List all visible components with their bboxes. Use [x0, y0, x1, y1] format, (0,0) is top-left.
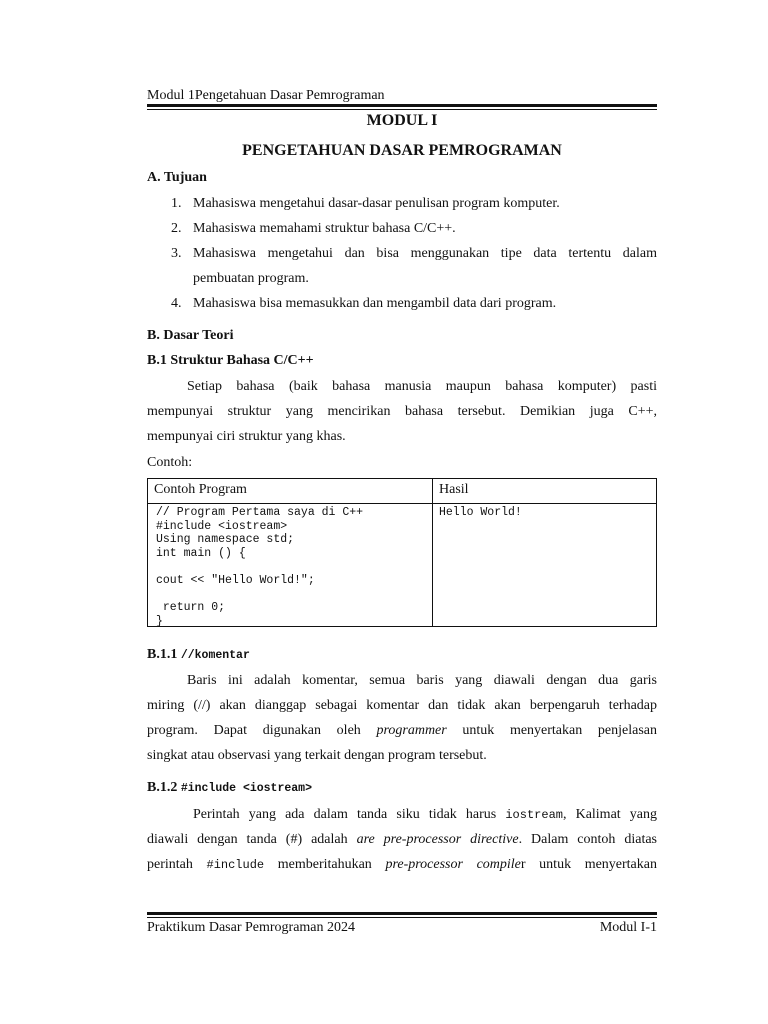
list-text: Mahasiswa bisa memasukkan dan mengambil data dari program.: [193, 296, 557, 311]
subsection-b12-heading: [147, 780, 312, 796]
module-subtitle: PENGETAHUAN DASAR PEMROGRAMAN: [242, 142, 562, 159]
table-cell-output: [433, 504, 657, 627]
table-row: [148, 504, 657, 627]
paragraph-line: [147, 802, 657, 827]
list-text: Mahasiswa mengetahui dasar-dasar penulisan program komputer.: [193, 196, 560, 211]
text-run: , Kalimat yang: [562, 807, 657, 822]
section-a-heading: A. Tujuan: [147, 170, 207, 185]
italic-term: are pre-processor directive: [356, 832, 519, 847]
inline-code: #include: [206, 858, 265, 872]
list-item: [171, 242, 657, 292]
running-header: Modul 1Pengetahuan Dasar Pemrograman: [147, 88, 385, 103]
subsection-code: #include <iostream>: [180, 782, 312, 795]
footer-page-number: Modul I-1: [599, 920, 657, 935]
subsection-number: B.1.1: [147, 647, 178, 662]
italic-term: pre-processor compile: [385, 857, 521, 872]
header-rule: [147, 104, 657, 110]
list-text: Mahasiswa memahami struktur bahasa C/C++.: [193, 221, 456, 236]
subsection-code: //komentar: [180, 649, 250, 662]
b1-paragraph: [147, 374, 657, 449]
text-run: perintah: [147, 857, 207, 872]
list-text: Mahasiswa mengetahui dan bisa menggunakan tipe data tertentu dalam: [193, 246, 657, 261]
paragraph-line: [147, 827, 657, 852]
list-number: 2.: [171, 221, 182, 236]
paragraph-line: Baris ini adalah komentar, semua baris yang diawali dengan dua garis: [187, 673, 657, 688]
subsection-b11-heading: [147, 647, 250, 663]
text-run: diawali dengan tanda (#) adalah: [147, 832, 357, 847]
text-run: memberitahukan: [264, 857, 386, 872]
table-header-row: [148, 479, 657, 504]
b11-paragraph: [147, 668, 657, 768]
list-number: 4.: [171, 296, 182, 311]
table-header-result: Hasil: [433, 479, 657, 504]
module-title: MODUL I: [366, 112, 438, 129]
paragraph-line: singkat atau observasi yang terkait dengan program tersebut.: [147, 748, 487, 763]
example-table: [147, 478, 657, 627]
footer-course: Praktikum Dasar Pemrograman 2024: [147, 920, 356, 935]
footer-rule: [147, 912, 657, 918]
text-run: . Dalam contoh diatas: [518, 832, 658, 847]
subsection-b1-heading: B.1 Struktur Bahasa C/C++: [147, 353, 314, 368]
text-run: program. Dapat digunakan oleh: [147, 723, 377, 738]
table-header-program: Contoh Program: [148, 479, 433, 504]
list-number: 1.: [171, 196, 182, 211]
list-text-continued: pembuatan program.: [193, 271, 309, 286]
paragraph-line: Setiap bahasa (baik bahasa manusia maupun bahasa komputer) pasti: [187, 379, 657, 394]
text-run: untuk menyertakan penjelasan: [446, 723, 657, 738]
paragraph-line: mempunyai ciri struktur yang khas.: [147, 429, 346, 444]
paragraph-line: [147, 852, 657, 877]
section-b-heading: B. Dasar Teori: [147, 328, 234, 343]
example-label: Contoh:: [147, 455, 193, 470]
subsection-number: B.1.2: [147, 780, 178, 795]
text-run: r untuk menyertakan: [520, 857, 657, 872]
code-listing: // Program Pertama saya di C++ #include <iostream> Using namespace std; int main () { cout << "Hello World!"; return 0; }: [156, 506, 364, 628]
b12-paragraph: [147, 802, 657, 877]
list-number: 3.: [171, 246, 182, 261]
text-run: Perintah yang ada dalam tanda siku tidak harus: [193, 807, 506, 822]
paragraph-line: mempunyai struktur yang mencirikan bahasa tersebut. Demikian juga C++,: [147, 404, 657, 419]
table-cell-code: [148, 504, 433, 627]
paragraph-line: [147, 718, 657, 743]
program-output: Hello World!: [439, 506, 522, 519]
paragraph-line: miring (//) akan dianggap sebagai komentar dan tidak akan berpengaruh terhadap: [147, 698, 657, 713]
italic-term: programmer: [376, 723, 447, 738]
inline-code: iostream: [505, 808, 563, 822]
